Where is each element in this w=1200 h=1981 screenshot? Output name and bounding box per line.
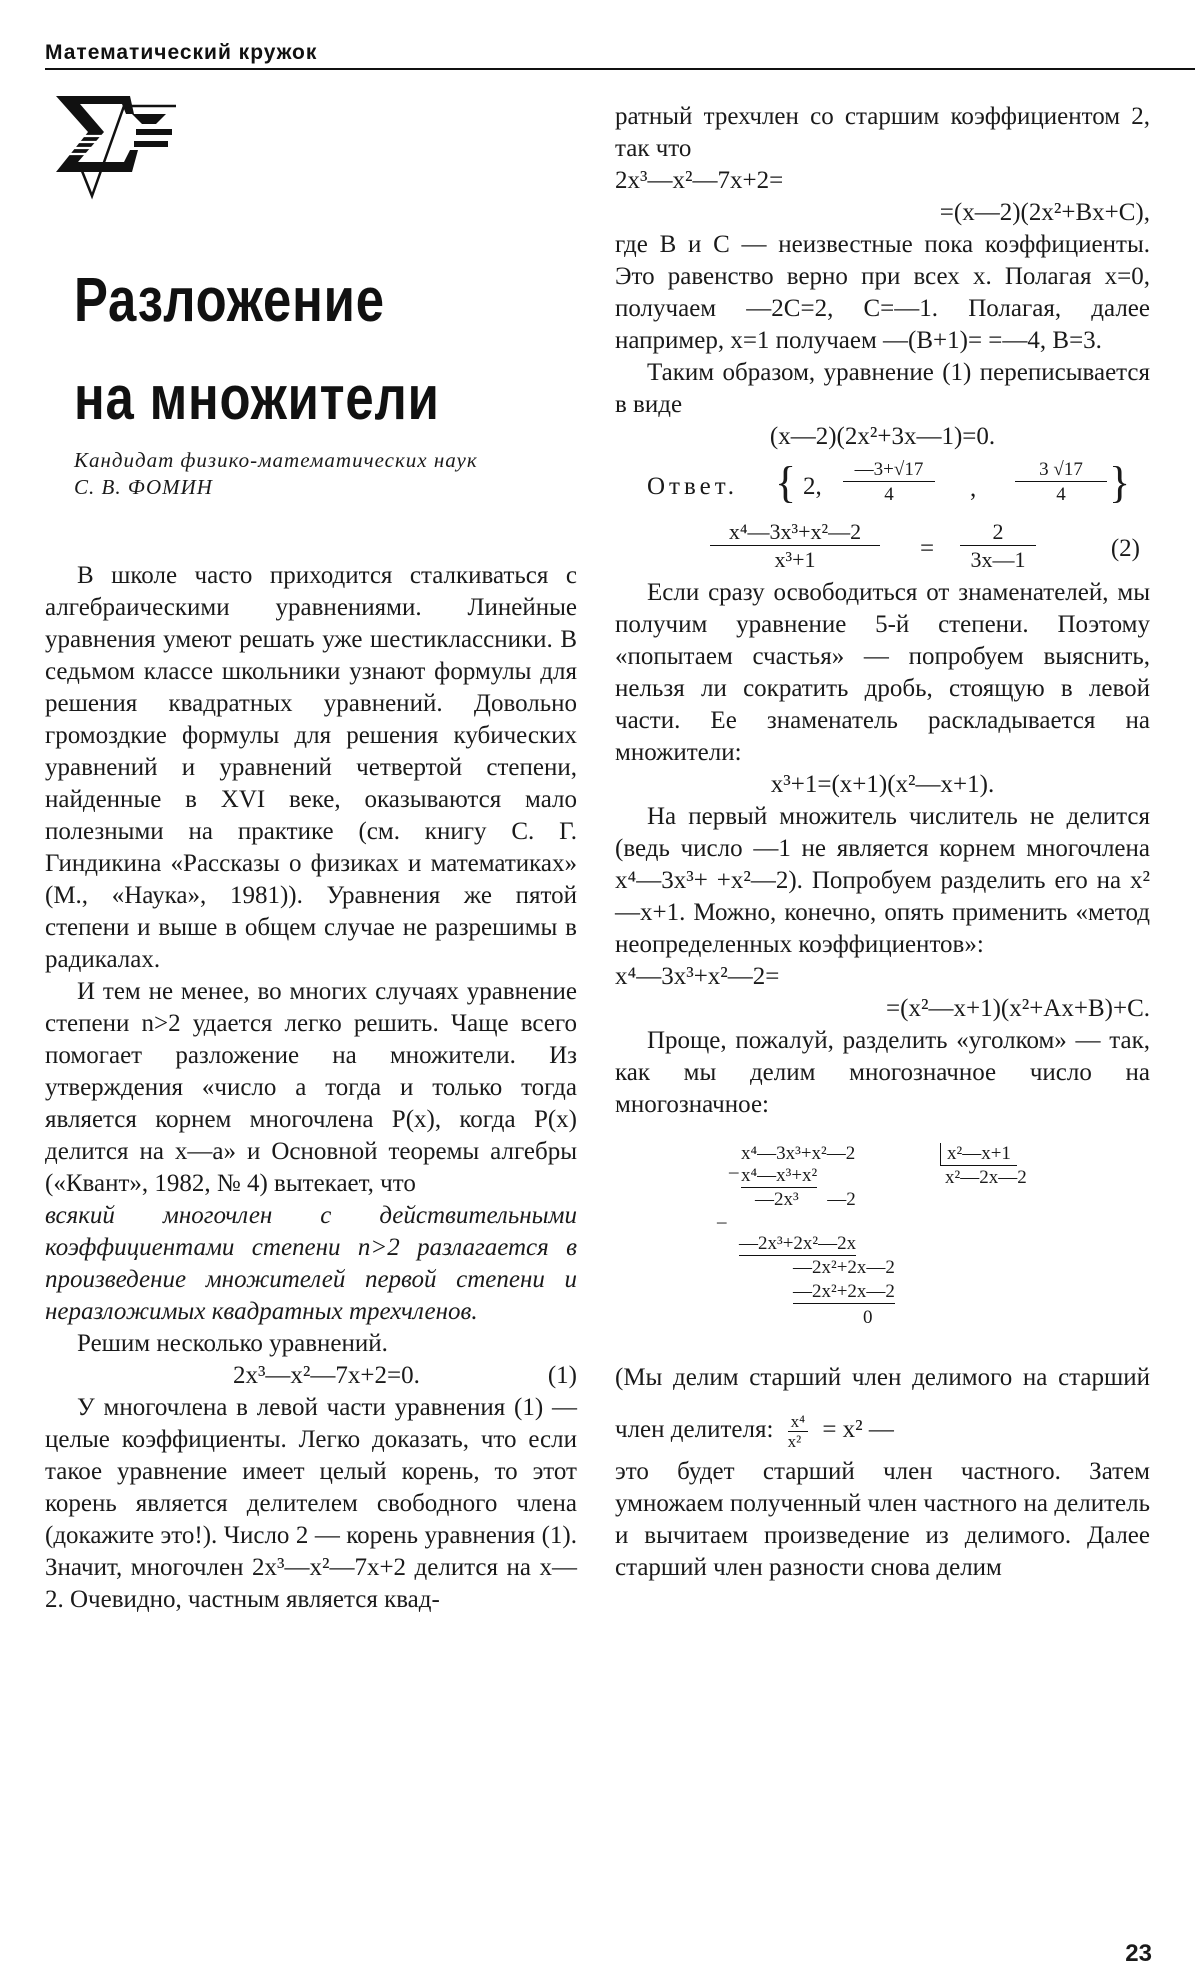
explanation-fraction [788, 1412, 808, 1451]
answer-num-1: —3+√17 [843, 459, 935, 482]
eq2-equals: = [920, 535, 935, 562]
fraction-den: x² [787, 1431, 802, 1451]
equation-1 [45, 1360, 577, 1392]
answer-separator: , [970, 475, 977, 502]
div-sub-3: —2x²+2x—2 [793, 1281, 895, 1302]
paragraph: где B и C — неизвестные пока коэффициенты. Это равенство верно при всех x. Полагая x=0, получаем —2C=2, C=—1. Полагая, далее например, x=1 получаем —(B+1)= =—4, B=3. [615, 231, 1150, 354]
eq2-den-right: 3x—1 [970, 547, 1026, 572]
answer-first-root: 2, [803, 473, 822, 500]
paragraph: В школе часто приходится сталкиваться с алгебраическими уравнениями. Линейные уравнения умеют решать уже шестиклассники. В седьмом классе школьники узнают формулы для решения квадратных уравнений. Довольно громоздкие формулы для решения кубических уравнений и уравнений четвертой степени, найденные в XVI веке, оказываются мало полезными на практике (см. книгу С. Г. Гиндикина «Рассказы о физиках и математиках» (М., «Наука», 1981)). Уравнения же пятой степени и выше в общем случае не разрешимы в радикалах. [45, 562, 577, 973]
answer-num-2: 3 √17 [1015, 459, 1107, 482]
paragraph: Решим несколько уравнений. [77, 1330, 388, 1357]
paragraph: На первый множитель числитель не делится (ведь число —1 не является корнем многочлена x⁴—3x³+ +x²—2). Попробуем разделить его на x²—x+1. Можно, конечно, опять применить «метод неопределенных коэффициентов»: [615, 803, 1150, 958]
div-divisor: x²—x+1 [940, 1143, 1017, 1166]
div-sub-1: x⁴—x³+x² [741, 1165, 818, 1186]
paragraph: это будет старший член частного. Затем умножаем полученный член частного на делитель и вычитаем произведение из делимого. Далее старший член разности снова делим [615, 1458, 1150, 1581]
equation-b: (x—2)(2x²+3x—1)=0. [769, 423, 996, 450]
minus-sign: _ [729, 1155, 739, 1176]
equation-a-line-1: 2x³—x²—7x+2= [615, 167, 784, 194]
section-title: Математический кружок [45, 41, 318, 64]
equation-d-line-2: =(x²—x+1)(x²+Ax+B)+C. [886, 995, 1150, 1022]
title-line-1: Разложение [74, 266, 385, 335]
paragraph: Проще, пожалуй, разделить «уголком» — так, как мы делим многозначное число на многозначное: [615, 1027, 1150, 1118]
eq2-num-right: 2 [960, 519, 1036, 546]
eq2-num-left: x⁴—3x³+x²—2 [710, 519, 880, 546]
paragraph [615, 1352, 1150, 1456]
title-line-2: на множители [74, 364, 440, 433]
div-rem-1: —2x³ —2 [755, 1189, 856, 1210]
paragraph: Таким образом, уравнение (1) переписывается в виде [615, 359, 1150, 418]
div-sub-2: —2x³+2x²—2x [739, 1233, 857, 1254]
minus-sign: _ [717, 1205, 727, 1226]
answer-den-1: 4 [884, 484, 894, 505]
author-degree: Кандидат физико-математических наук [74, 448, 478, 472]
left-brace: { [775, 458, 797, 507]
long-division [615, 1143, 1150, 1338]
eq2-number: (2) [1110, 535, 1140, 562]
answer-label: Ответ. [647, 473, 739, 500]
answer-line [615, 459, 1150, 511]
div-rem-3: 0 [863, 1307, 873, 1328]
equation-a-line-2: =(x—2)(2x²+Bx+C), [939, 199, 1150, 226]
paragraph: У многочлена в левой части уравнения (1) — целые коэффициенты. Легко доказать, что если такое уравнение имеет целый корень, то этот корень является делителем свободного члена (докажите это!). Число 2 — корень уравнения (1). Значит, многочлен 2x³—x²—7x+2 делится на x—2. Очевидно, частным является квад- [45, 1394, 577, 1613]
paragraph: ратный трехчлен со старшим коэффициентом 2, так что [615, 103, 1150, 162]
article-title [74, 252, 520, 448]
div-dividend: x⁴—3x³+x²—2 [741, 1143, 856, 1164]
equation-2 [615, 519, 1150, 577]
paragraph: Если сразу освободиться от знаменателей, мы получим уравнение 5-й степени. Поэтому «попытаем счастья» — попробуем выяснить, нельзя ли сократить дробь, стоящую в левой части. Ее знаменатель раскладывается на множители: [615, 579, 1150, 766]
div-quotient: x²—2x—2 [945, 1167, 1027, 1188]
equation-d-line-1: x⁴—3x³+x²—2= [615, 963, 780, 990]
right-brace: } [1109, 458, 1131, 507]
sigma-root-logo-icon [52, 92, 180, 200]
left-column [45, 560, 577, 1616]
header-rule [45, 68, 1195, 70]
equation-1-number: (1) [547, 1362, 577, 1389]
eq2-den-left: x³+1 [774, 547, 816, 572]
div-rem-2: —2x²+2x—2 [793, 1257, 895, 1278]
author-name: С. В. ФОМИН [74, 475, 213, 499]
paragraph: И тем не менее, во многих случаях уравнение степени n>2 удается легко решить. Чаще всего помогает разложение на множители. Из утверждения «число a тогда и только тогда является корнем многочлена P(x), когда P(x) делится на x—a» и Основной теоремы алгебры («Квант», 1982, № 4) вытекает, что [45, 978, 577, 1197]
theorem-text: всякий многочлен с действительными коэффициентами степени n>2 разлагается в произведение множителей первой степени и неразложимых квадратных трехчленов. [45, 1202, 577, 1325]
fraction-num: x⁴ [788, 1412, 808, 1432]
answer-den-2: 4 [1056, 484, 1066, 505]
author-block [74, 447, 574, 501]
page-number: 23 [1125, 1940, 1152, 1967]
explanation-result: = x² — [822, 1416, 894, 1443]
equation-c: x³+1=(x+1)(x²—x+1). [770, 771, 995, 798]
running-header [45, 38, 1195, 70]
right-column [615, 101, 1150, 1584]
equation-1-body: 2x³—x²—7x+2=0. [232, 1362, 420, 1389]
explanation-start: (Мы делим старший член делимого на старший член делителя: [615, 1364, 1150, 1443]
